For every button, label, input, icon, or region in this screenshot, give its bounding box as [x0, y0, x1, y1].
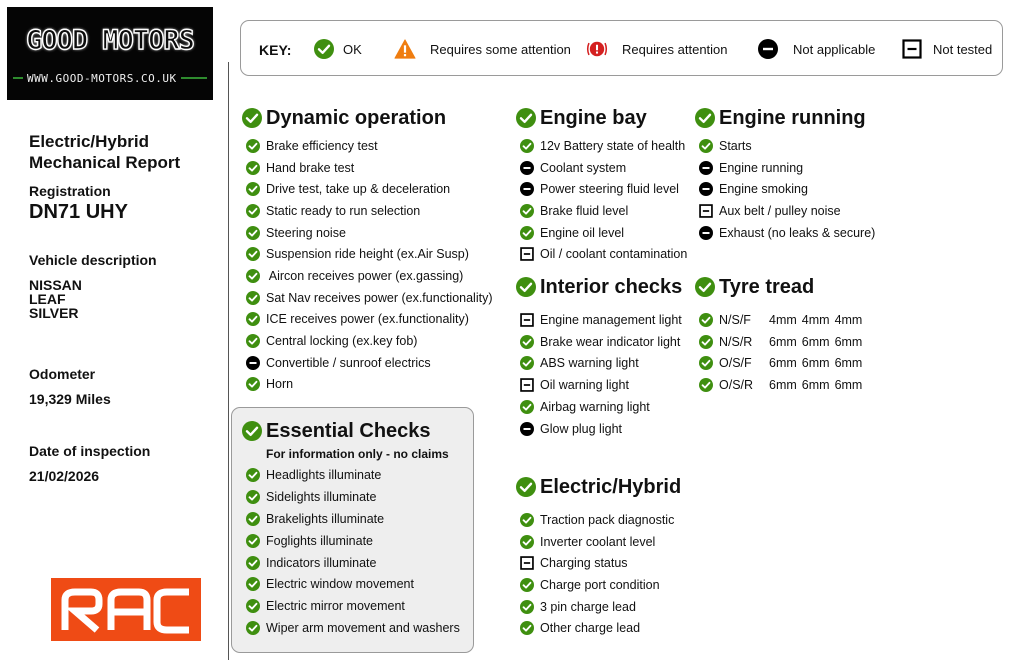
- ok-icon: [520, 335, 534, 349]
- check-item-label: Horn: [266, 377, 294, 392]
- check-item: [240, 352, 492, 374]
- check-item: [514, 552, 681, 574]
- ok-icon: [246, 226, 260, 240]
- tyre-depth-value: 6mm: [769, 334, 797, 349]
- check-item-label: Charge port condition: [540, 577, 660, 592]
- interior-checks-list: [514, 309, 682, 440]
- ok-icon: [699, 356, 713, 370]
- check-item-label: Sat Nav receives power (ex.functionality): [266, 290, 493, 305]
- ok-icon: [246, 204, 260, 218]
- check-item-label: Engine oil level: [540, 225, 625, 240]
- ok-icon: [246, 269, 260, 283]
- interior-checks-title: Interior checks: [540, 275, 683, 298]
- check-item: [240, 135, 492, 157]
- check-item-label: 12v Battery state of health: [540, 138, 686, 153]
- engine-running-title: Engine running: [719, 106, 866, 129]
- essential-checks-section: [240, 418, 460, 639]
- tyre-depths: [769, 378, 867, 392]
- engine-bay-title: Engine bay: [540, 106, 647, 129]
- logo-rule-left: [13, 77, 23, 79]
- check-item: [693, 200, 875, 222]
- tyre-depth-value: 4mm: [769, 312, 797, 327]
- not-applicable-icon: [699, 226, 713, 240]
- not-tested-icon: [520, 378, 534, 392]
- check-item: [693, 352, 867, 374]
- not-applicable-icon: [520, 182, 534, 196]
- check-item-label: Static ready to run selection: [266, 203, 421, 218]
- check-item: [514, 596, 681, 618]
- rac-wordmark: [51, 578, 201, 641]
- check-item: [514, 531, 681, 553]
- ok-icon: [246, 334, 260, 348]
- check-item: [514, 396, 682, 418]
- not-applicable-icon: [520, 422, 534, 436]
- tyre-tread-title: Tyre tread: [719, 275, 815, 298]
- check-item: [240, 157, 492, 179]
- check-item: [240, 374, 492, 396]
- essential-checks-title: Essential Checks: [266, 419, 431, 442]
- check-item-label: Steering noise: [266, 225, 346, 240]
- check-item-label: Convertible / sunroof electrics: [266, 355, 431, 370]
- check-item: [514, 331, 682, 353]
- report-title: Electric/Hybrid Mechanical Report: [29, 132, 181, 172]
- engine-bay-list: [514, 135, 687, 265]
- check-item: [240, 330, 492, 352]
- alert-icon: [586, 38, 608, 60]
- tyre-depth-value: 4mm: [801, 312, 830, 327]
- check-item-label: Central locking (ex.key fob): [266, 334, 418, 349]
- ok-icon: [246, 512, 260, 526]
- check-item-label: Aircon receives power (ex.gassing): [266, 268, 464, 283]
- check-item: [693, 135, 875, 157]
- check-item: [693, 178, 875, 200]
- check-item-label: Suspension ride height (ex.Air Susp): [266, 247, 469, 262]
- logo-url: WWW.GOOD-MOTORS.CO.UK: [27, 71, 177, 85]
- key-not-applicable: [757, 37, 875, 61]
- check-item: [514, 574, 681, 596]
- check-item: [514, 509, 681, 531]
- electric-hybrid-title: Electric/Hybrid: [540, 475, 682, 498]
- tyre-depth-value: 6mm: [801, 334, 830, 349]
- check-item-label: Airbag warning light: [540, 400, 650, 415]
- check-item-label: Hand brake test: [266, 160, 355, 175]
- ok-icon: [520, 204, 534, 218]
- check-item: [514, 200, 687, 222]
- ok-icon: [695, 108, 715, 128]
- check-item: [693, 309, 867, 331]
- key-attention: [586, 37, 728, 61]
- ok-icon: [313, 38, 335, 60]
- check-item: [514, 157, 687, 179]
- check-item-label: Drive test, take up & deceleration: [266, 182, 451, 197]
- essential-checks-subtitle: For information only - no claims: [266, 447, 449, 461]
- ok-icon: [246, 291, 260, 305]
- check-item: [514, 222, 687, 244]
- check-item: [693, 157, 875, 179]
- odometer-label: Odometer: [29, 366, 96, 382]
- dynamic-operation-section: [240, 105, 492, 395]
- ok-icon: [695, 277, 715, 297]
- ok-icon: [246, 556, 260, 570]
- key-some-attention: [394, 37, 571, 61]
- ok-icon: [516, 477, 536, 497]
- tyre-depths: [769, 335, 867, 349]
- essential-checks-header: [240, 418, 460, 444]
- ok-icon: [520, 621, 534, 635]
- ok-icon: [246, 139, 260, 153]
- check-item-label: Electric mirror movement: [266, 599, 405, 614]
- not-tested-icon: [699, 204, 713, 218]
- check-item-label: Other charge lead: [540, 621, 641, 636]
- essential-checks-list: [240, 464, 460, 639]
- ok-icon: [520, 356, 534, 370]
- check-item: [240, 573, 460, 595]
- good-motors-logo: [7, 7, 213, 100]
- check-item-label: Starts: [719, 138, 752, 153]
- logo-url-strip: [13, 71, 207, 85]
- not-tested-icon: [520, 313, 534, 327]
- check-item: [514, 309, 682, 331]
- check-item-label: Engine smoking: [719, 182, 808, 197]
- tyre-position: O/S/R: [719, 377, 754, 392]
- ok-icon: [246, 161, 260, 175]
- column-divider: [228, 62, 229, 660]
- check-item-label: Foglights illuminate: [266, 533, 373, 548]
- tyre-position: N/S/F: [719, 312, 751, 327]
- check-item-label: Wiper arm movement and washers: [266, 621, 460, 636]
- check-item-label: Sidelights illuminate: [266, 489, 377, 504]
- check-item-label: 3 pin charge lead: [540, 599, 636, 614]
- check-item-label: Charging status: [540, 556, 628, 571]
- check-item: [240, 617, 460, 639]
- check-item: [693, 222, 875, 244]
- check-item-label: Oil warning light: [540, 378, 629, 393]
- check-item: [240, 265, 492, 287]
- engine-running-header: [693, 105, 875, 131]
- tyre-position: N/S/R: [719, 334, 753, 349]
- ok-icon: [699, 335, 713, 349]
- check-item-label: ABS warning light: [540, 356, 639, 371]
- check-item: [693, 374, 867, 396]
- ok-icon: [246, 534, 260, 548]
- check-item-label: Electric window movement: [266, 577, 414, 592]
- logo-title: GOOD MOTORS: [26, 25, 194, 56]
- ok-icon: [242, 108, 262, 128]
- ok-icon: [520, 226, 534, 240]
- ok-icon: [246, 247, 260, 261]
- ok-icon: [516, 108, 536, 128]
- key-not-tested-text: Not tested: [933, 41, 993, 57]
- check-item: [240, 595, 460, 617]
- vehicle-make: NISSAN: [29, 277, 82, 293]
- check-item: [514, 418, 682, 440]
- inspection-date-value: 21/02/2026: [29, 468, 100, 484]
- not-applicable-icon: [246, 356, 260, 370]
- check-item: [693, 331, 867, 353]
- ok-icon: [246, 468, 260, 482]
- check-item: [240, 508, 460, 530]
- check-item-label: Brake fluid level: [540, 203, 629, 218]
- not-applicable-icon: [699, 182, 713, 196]
- ok-icon: [246, 621, 260, 635]
- ok-icon: [699, 313, 713, 327]
- check-item-label: Oil / coolant contamination: [540, 247, 688, 262]
- registration-label: Registration: [29, 183, 111, 199]
- key-ok: [313, 37, 362, 61]
- rac-logo: [51, 578, 201, 641]
- check-item-label: Glow plug light: [540, 421, 622, 436]
- key-some-attention-text: Requires some attention: [430, 41, 571, 57]
- key-not-applicable-text: Not applicable: [793, 41, 876, 57]
- check-item-label: Indicators illuminate: [266, 555, 377, 570]
- check-item: [514, 178, 687, 200]
- check-item: [240, 200, 492, 222]
- ok-icon: [520, 578, 534, 592]
- not-tested-icon: [520, 556, 534, 570]
- check-item: [240, 178, 492, 200]
- dynamic-operation-list: [240, 135, 492, 395]
- vehicle-description-label: Vehicle description: [29, 252, 157, 268]
- ok-icon: [520, 139, 534, 153]
- check-item-label: ICE receives power (ex.functionality): [266, 312, 469, 327]
- key-attention-text: Requires attention: [622, 41, 728, 57]
- key-label: KEY:: [259, 42, 292, 58]
- interior-checks-header: [514, 274, 682, 300]
- tyre-position: O/S/F: [719, 356, 752, 371]
- ok-icon: [242, 421, 262, 441]
- tyre-tread-section: [693, 274, 867, 396]
- check-item-label: Traction pack diagnostic: [540, 512, 675, 527]
- logo-rule-right: [181, 77, 207, 79]
- check-item-label: Power steering fluid level: [540, 182, 679, 197]
- check-item: [240, 464, 460, 486]
- vehicle-model: LEAF: [29, 291, 66, 307]
- check-item: [514, 135, 687, 157]
- electric-hybrid-header: [514, 474, 681, 500]
- ok-icon: [520, 513, 534, 527]
- check-item-label: Aux belt / pulley noise: [719, 203, 841, 218]
- not-tested-icon: [520, 247, 534, 261]
- ok-icon: [246, 490, 260, 504]
- electric-hybrid-section: [514, 474, 681, 639]
- check-item-label: Engine running: [719, 160, 804, 175]
- dynamic-operation-header: [240, 105, 492, 131]
- check-item: [240, 222, 492, 244]
- check-item-label: Engine management light: [540, 312, 682, 327]
- dynamic-operation-title: Dynamic operation: [266, 106, 447, 129]
- tyre-depth-value: 6mm: [834, 377, 863, 392]
- tyre-depth-value: 6mm: [801, 377, 830, 392]
- check-item: [240, 243, 492, 265]
- status-key: [240, 20, 1003, 76]
- tyre-depth-value: 6mm: [801, 356, 830, 371]
- ok-icon: [699, 378, 713, 392]
- odometer-value: 19,329 Miles: [29, 391, 111, 407]
- check-item-label: Brake efficiency test: [266, 138, 378, 153]
- not-applicable-icon: [757, 38, 779, 60]
- ok-icon: [246, 377, 260, 391]
- tyre-depth-value: 6mm: [769, 377, 797, 392]
- engine-running-section: [693, 105, 875, 243]
- check-item-label: Headlights illuminate: [266, 467, 382, 482]
- check-item: [514, 374, 682, 396]
- check-item-label: Brakelights illuminate: [266, 511, 385, 526]
- ok-icon: [516, 277, 536, 297]
- ok-icon: [520, 535, 534, 549]
- ok-icon: [246, 182, 260, 196]
- check-item: [240, 309, 492, 331]
- check-item: [240, 552, 460, 574]
- check-item: [514, 243, 687, 265]
- vehicle-colour: SILVER: [29, 305, 79, 321]
- tyre-depth-value: 4mm: [834, 312, 863, 327]
- tyre-depths: [769, 313, 867, 327]
- ok-icon: [246, 312, 260, 326]
- engine-bay-section: [514, 105, 687, 265]
- check-item-label: Coolant system: [540, 160, 627, 175]
- check-item-label: Brake wear indicator light: [540, 334, 681, 349]
- check-item: [240, 486, 460, 508]
- check-item: [514, 353, 682, 375]
- tyre-tread-header: [693, 274, 867, 300]
- ok-icon: [520, 400, 534, 414]
- engine-bay-header: [514, 105, 687, 131]
- check-item: [240, 287, 492, 309]
- not-tested-icon: [901, 38, 923, 60]
- electric-hybrid-list: [514, 509, 681, 639]
- ok-icon: [246, 577, 260, 591]
- inspection-date-label: Date of inspection: [29, 443, 151, 459]
- interior-checks-section: [514, 274, 682, 440]
- tyre-depth-value: 6mm: [834, 334, 863, 349]
- check-item-label: Exhaust (no leaks & secure): [719, 225, 876, 240]
- tyre-depth-value: 6mm: [769, 356, 797, 371]
- tyre-depths: [769, 356, 867, 370]
- registration-value: DN71 UHY: [29, 201, 128, 223]
- tyre-tread-list: [693, 309, 867, 396]
- ok-icon: [699, 139, 713, 153]
- not-applicable-icon: [699, 161, 713, 175]
- check-item: [240, 530, 460, 552]
- check-item-label: Inverter coolant level: [540, 534, 656, 549]
- engine-running-list: [693, 135, 875, 243]
- ok-icon: [246, 599, 260, 613]
- not-applicable-icon: [520, 161, 534, 175]
- ok-icon: [520, 600, 534, 614]
- key-ok-text: OK: [343, 41, 362, 57]
- check-item: [514, 617, 681, 639]
- key-not-tested: [901, 37, 992, 61]
- tyre-depth-value: 6mm: [834, 356, 863, 371]
- warning-icon: [394, 38, 416, 60]
